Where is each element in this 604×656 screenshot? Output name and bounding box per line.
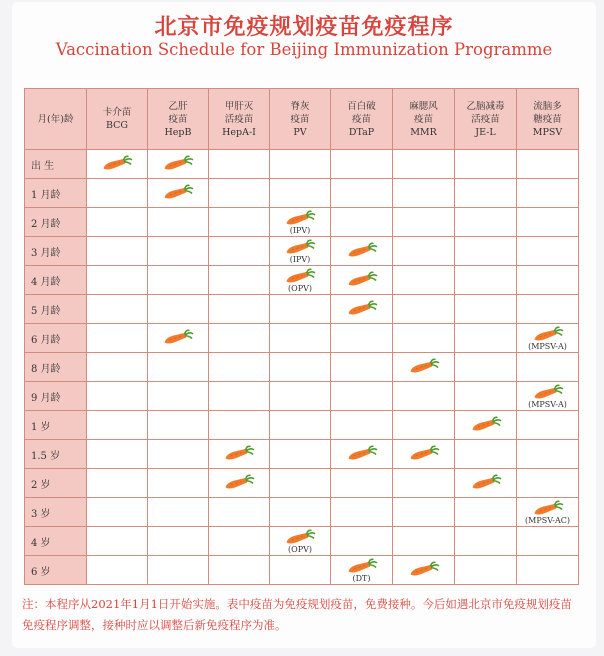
vaccine-header-pv [270, 89, 331, 150]
schedule-row [25, 295, 579, 324]
schedule-row [25, 440, 579, 469]
schedule-cell [393, 382, 455, 411]
dose-mark [331, 558, 392, 583]
schedule-cell [270, 150, 331, 179]
dose-mark [331, 242, 392, 260]
schedule-cell [331, 411, 393, 440]
schedule-cell [270, 440, 331, 469]
vaccine-header-cn2: 疫苗 [413, 113, 433, 125]
schedule-cell [393, 266, 455, 295]
schedule-cell [517, 556, 579, 585]
vaccine-header-hepa-i [209, 89, 270, 150]
schedule-cell [209, 266, 270, 295]
schedule-cell [270, 411, 331, 440]
age-label: 8 月龄 [25, 353, 87, 382]
schedule-cell [455, 382, 517, 411]
schedule-cell [209, 237, 270, 266]
schedule-cell [87, 556, 148, 585]
vaccine-header-cn1: 乙脑减毒 [466, 100, 505, 112]
dose-mark [270, 268, 330, 293]
dose-mark [517, 384, 578, 409]
schedule-cell [517, 237, 579, 266]
schedule-cell [148, 324, 209, 353]
schedule-row [25, 556, 579, 585]
vaccine-header-mmr [393, 89, 455, 150]
carrot-icon [469, 474, 503, 492]
schedule-cell [393, 353, 455, 382]
schedule-cell [270, 324, 331, 353]
dose-note: (MPSV-A) [528, 341, 567, 351]
dose-note: (IPV) [289, 225, 311, 235]
vaccine-header-cn1: 百白破 [347, 100, 376, 112]
schedule-cell [148, 237, 209, 266]
dose-mark [87, 155, 147, 173]
schedule-cell [393, 556, 455, 585]
dose-mark [148, 155, 208, 173]
schedule-cell [455, 353, 517, 382]
schedule-cell [209, 498, 270, 527]
schedule-cell [209, 324, 270, 353]
schedule-cell [455, 208, 517, 237]
schedule-cell [87, 353, 148, 382]
vaccine-header-je-l [455, 89, 517, 150]
schedule-cell [331, 266, 393, 295]
schedule-cell [270, 353, 331, 382]
vaccine-header-en: MMR [410, 126, 437, 138]
schedule-cell [331, 150, 393, 179]
schedule-row [25, 382, 579, 411]
schedule-cell [393, 469, 455, 498]
schedule-cell [455, 469, 517, 498]
schedule-cell [331, 208, 393, 237]
schedule-cell [455, 295, 517, 324]
schedule-row [25, 266, 579, 295]
schedule-cell [455, 527, 517, 556]
schedule-cell [455, 556, 517, 585]
schedule-cell [87, 411, 148, 440]
vaccine-header-hepb [148, 89, 209, 150]
schedule-cell [148, 266, 209, 295]
age-label: 4 岁 [25, 527, 87, 556]
schedule-cell [517, 353, 579, 382]
dose-mark [270, 529, 330, 554]
schedule-cell [517, 498, 579, 527]
schedule-cell [209, 527, 270, 556]
carrot-icon [345, 300, 379, 318]
schedule-cell [87, 179, 148, 208]
schedule-cell [148, 411, 209, 440]
carrot-icon [222, 474, 256, 492]
schedule-cell [209, 179, 270, 208]
age-header: 月(年)龄 [25, 89, 87, 150]
age-label: 1.5 岁 [25, 440, 87, 469]
schedule-cell [517, 324, 579, 353]
schedule-cell [87, 324, 148, 353]
schedule-row [25, 324, 579, 353]
schedule-cell [87, 382, 148, 411]
dose-mark [148, 329, 208, 347]
schedule-cell [270, 237, 331, 266]
dose-mark [209, 474, 269, 492]
vaccine-header-en: PV [293, 126, 307, 138]
dose-mark [209, 445, 269, 463]
schedule-cell [331, 556, 393, 585]
carrot-icon [161, 155, 195, 173]
schedule-cell [517, 411, 579, 440]
schedule-cell [455, 150, 517, 179]
schedule-cell [393, 527, 455, 556]
schedule-cell [331, 440, 393, 469]
schedule-cell [331, 498, 393, 527]
schedule-cell [87, 469, 148, 498]
schedule-cell [455, 324, 517, 353]
dose-mark [331, 271, 392, 289]
vaccine-header-cn2: 糖疫苗 [533, 113, 562, 125]
schedule-cell [517, 179, 579, 208]
schedule-cell [455, 266, 517, 295]
schedule-cell [209, 208, 270, 237]
schedule-cell [517, 527, 579, 556]
schedule-cell [517, 208, 579, 237]
vaccine-header-cn1: 脊灰 [290, 100, 310, 112]
schedule-cell [331, 469, 393, 498]
schedule-cell [270, 208, 331, 237]
age-label: 1 月龄 [25, 179, 87, 208]
carrot-icon [407, 358, 441, 376]
dose-mark [393, 358, 454, 376]
schedule-cell [148, 469, 209, 498]
vaccine-header-en: JE-L [475, 126, 496, 138]
schedule-cell [270, 527, 331, 556]
schedule-cell [209, 411, 270, 440]
vaccination-schedule-table [24, 88, 579, 585]
schedule-cell [148, 208, 209, 237]
footnote: 注：本程序从2021年1月1日开始实施。表中疫苗为免疫规划疫苗，免费接种。今后如遇北京市免疫规划疫苗免疫程序调整，接种时应以调整后新免疫程序为准。 [22, 597, 572, 632]
schedule-cell [87, 295, 148, 324]
dose-mark [331, 300, 392, 318]
age-label: 9 月龄 [25, 382, 87, 411]
schedule-cell [455, 440, 517, 469]
age-label: 6 岁 [25, 556, 87, 585]
schedule-cell [87, 498, 148, 527]
carrot-icon [222, 445, 256, 463]
vaccine-header-en: BCG [105, 120, 128, 131]
schedule-cell [393, 208, 455, 237]
carrot-icon [407, 445, 441, 463]
schedule-cell [331, 237, 393, 266]
vaccine-header-cn1: 麻腮风 [409, 100, 438, 112]
schedule-cell [455, 179, 517, 208]
schedule-cell [517, 469, 579, 498]
page-title: 北京市免疫规划疫苗免疫程序 [154, 14, 454, 40]
schedule-cell [270, 382, 331, 411]
schedule-cell [393, 498, 455, 527]
carrot-icon [407, 561, 441, 579]
age-label: 4 月龄 [25, 266, 87, 295]
age-label: 3 月龄 [25, 237, 87, 266]
schedule-row [25, 469, 579, 498]
schedule-cell [209, 150, 270, 179]
schedule-cell [148, 179, 209, 208]
schedule-cell [148, 527, 209, 556]
schedule-cell [270, 266, 331, 295]
schedule-cell [87, 237, 148, 266]
schedule-cell [270, 556, 331, 585]
vaccine-header-en: HepA-I [222, 126, 256, 138]
schedule-cell [209, 382, 270, 411]
schedule-row [25, 208, 579, 237]
age-label: 2 岁 [25, 469, 87, 498]
schedule-cell [517, 295, 579, 324]
dose-note: (DT) [352, 573, 371, 583]
carrot-icon [161, 184, 195, 202]
dose-note: (OPV) [288, 283, 312, 293]
vaccine-header-bcg [87, 89, 148, 150]
vaccine-header-cn2: 疫苗 [168, 113, 188, 125]
dose-mark [393, 561, 454, 579]
schedule-cell [270, 295, 331, 324]
schedule-cell [331, 353, 393, 382]
dose-mark [331, 445, 392, 463]
schedule-cell [87, 266, 148, 295]
schedule-cell [517, 382, 579, 411]
schedule-cell [87, 150, 148, 179]
schedule-row [25, 498, 579, 527]
schedule-cell [517, 266, 579, 295]
schedule-cell [455, 237, 517, 266]
dose-mark [270, 210, 330, 235]
vaccine-header-mpsv [517, 89, 579, 150]
schedule-cell [148, 440, 209, 469]
schedule-cell [148, 556, 209, 585]
schedule-cell [517, 150, 579, 179]
schedule-cell [331, 324, 393, 353]
vaccine-header-cn1: 流脑多 [533, 100, 562, 112]
schedule-row [25, 527, 579, 556]
dose-note: (MPSV-AC) [525, 515, 570, 525]
age-label: 5 月龄 [25, 295, 87, 324]
vaccine-header-cn1: 卡介苗 [102, 107, 132, 118]
age-label: 3 岁 [25, 498, 87, 527]
schedule-row [25, 353, 579, 382]
schedule-cell [148, 353, 209, 382]
vaccine-header-en: MPSV [532, 126, 563, 138]
dose-note: (IPV) [289, 254, 311, 264]
schedule-cell [148, 498, 209, 527]
schedule-row [25, 150, 579, 179]
carrot-icon [345, 271, 379, 289]
vaccine-header-cn2: 疫苗 [290, 113, 310, 125]
schedule-cell [455, 498, 517, 527]
age-label: 2 月龄 [25, 208, 87, 237]
page-subtitle: Vaccination Schedule for Beijing Immunization Programme [55, 40, 553, 59]
vaccine-header-cn1: 乙肝 [168, 100, 188, 112]
schedule-row [25, 179, 579, 208]
schedule-cell [209, 469, 270, 498]
age-label: 6 月龄 [25, 324, 87, 353]
schedule-cell [331, 527, 393, 556]
schedule-row [25, 237, 579, 266]
schedule-cell [393, 237, 455, 266]
carrot-icon [161, 329, 195, 347]
age-label: 出 生 [25, 150, 87, 179]
dose-mark [270, 239, 330, 264]
carrot-icon [100, 155, 134, 173]
schedule-cell [393, 295, 455, 324]
vaccine-header-cn2: 活疫苗 [471, 113, 500, 125]
dose-mark [455, 474, 516, 492]
schedule-row [25, 411, 579, 440]
vaccine-header-cn2: 活疫苗 [224, 113, 254, 125]
schedule-cell [393, 179, 455, 208]
schedule-cell [331, 179, 393, 208]
schedule-cell [270, 498, 331, 527]
schedule-cell [270, 179, 331, 208]
carrot-icon [345, 242, 379, 260]
schedule-cell [148, 150, 209, 179]
vaccine-header-en: DTaP [348, 126, 375, 138]
carrot-icon [469, 416, 503, 434]
schedule-cell [393, 411, 455, 440]
dose-note: (MPSV-A) [528, 399, 567, 409]
schedule-cell [87, 527, 148, 556]
schedule-cell [393, 150, 455, 179]
vaccine-header-cn1: 甲肝灭 [224, 100, 254, 112]
schedule-cell [393, 324, 455, 353]
vaccine-header-cn2: 疫苗 [351, 113, 371, 125]
schedule-cell [209, 556, 270, 585]
dose-mark [517, 326, 578, 351]
dose-mark [517, 500, 578, 525]
schedule-cell [517, 440, 579, 469]
schedule-cell [209, 295, 270, 324]
vaccine-header-en: HepB [164, 126, 192, 138]
schedule-cell [270, 469, 331, 498]
schedule-cell [209, 353, 270, 382]
schedule-cell [148, 295, 209, 324]
header-row [25, 89, 579, 150]
schedule-cell [148, 382, 209, 411]
schedule-cell [87, 208, 148, 237]
vaccine-header-dtap [331, 89, 393, 150]
schedule-cell [331, 382, 393, 411]
schedule-cell [87, 440, 148, 469]
age-label: 1 岁 [25, 411, 87, 440]
schedule-cell [393, 440, 455, 469]
carrot-icon [345, 445, 379, 463]
dose-note: (OPV) [288, 544, 312, 554]
schedule-cell [331, 295, 393, 324]
dose-mark [148, 184, 208, 202]
schedule-cell [455, 411, 517, 440]
dose-mark [393, 445, 454, 463]
dose-mark [455, 416, 516, 434]
schedule-cell [209, 440, 270, 469]
